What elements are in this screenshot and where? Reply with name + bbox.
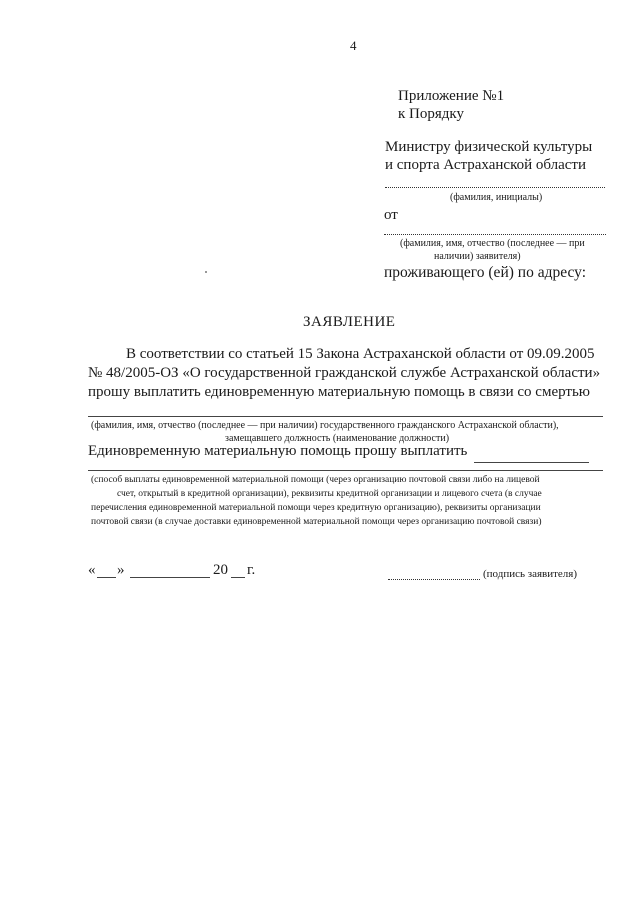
body-text-line-3: прошу выплатить единовременную материальную помощь в связи со смертью	[88, 384, 591, 400]
date-close-quote: »	[117, 562, 125, 578]
addressee-line-1: Министру физической культуры	[385, 139, 593, 155]
scan-speck	[205, 271, 207, 273]
appendix-label: Приложение №1	[398, 88, 505, 104]
appendix-order-ref: к Порядку	[398, 106, 464, 122]
deceased-caption-line-2: замещавшего должность (наименование должности)	[225, 433, 450, 444]
date-month-blank	[130, 577, 210, 578]
body-text-line-2: № 48/2005-ОЗ «О государственной гражданской службе Астраханской области»	[88, 365, 601, 381]
addressee-line-2: и спорта Астраханской области	[385, 157, 587, 173]
date-open-quote: «	[88, 562, 96, 578]
payment-request-label: Единовременную материальную помощь прошу выплатить	[88, 443, 468, 459]
payment-method-caption-line-3: перечисления единовременной материальной помощи через кредитную организацию), реквизиты организации	[91, 503, 541, 513]
date-day-blank	[97, 577, 116, 578]
date-year-suffix: г.	[247, 562, 256, 578]
initials-caption: (фамилия, инициалы)	[450, 192, 543, 203]
document-title: ЗАЯВЛЕНИЕ	[303, 314, 396, 330]
page-number: 4	[350, 38, 357, 53]
signature-blank-line	[388, 579, 480, 580]
from-label: от	[384, 207, 398, 223]
date-century: 20	[213, 562, 228, 578]
applicant-caption-line-2: наличии) заявителя)	[434, 251, 521, 262]
residing-address-label: проживающего (ей) по адресу:	[384, 264, 586, 281]
deceased-name-blank-line	[88, 416, 603, 417]
signature-caption: (подпись заявителя)	[483, 568, 578, 580]
applicant-name-blank-line	[384, 234, 606, 235]
applicant-caption-line-1: (фамилия, имя, отчество (последнее — при	[400, 238, 585, 249]
date-year-blank	[231, 577, 245, 578]
deceased-caption-line-1: (фамилия, имя, отчество (последнее — при наличии) государственного гражданского Астраханской области),	[91, 420, 559, 431]
payment-method-caption-line-2: счет, открытый в кредитной организации), реквизиты кредитной организации и лицевого счета (в случае	[117, 489, 542, 499]
payment-method-blank-inline	[474, 462, 589, 463]
payment-method-caption-line-1: (способ выплаты единовременной материальной помощи (через организацию почтовой связи либо на лицевой	[91, 475, 540, 485]
initials-blank-line	[385, 187, 605, 188]
payment-method-blank-line	[88, 470, 603, 471]
body-text-line-1: В соответствии со статьей 15 Закона Астраханской области от 09.09.2005	[126, 346, 595, 362]
payment-method-caption-line-4: почтовой связи (в случае доставки единовременной материальной помощи через организацию почтовой связи)	[91, 517, 542, 527]
